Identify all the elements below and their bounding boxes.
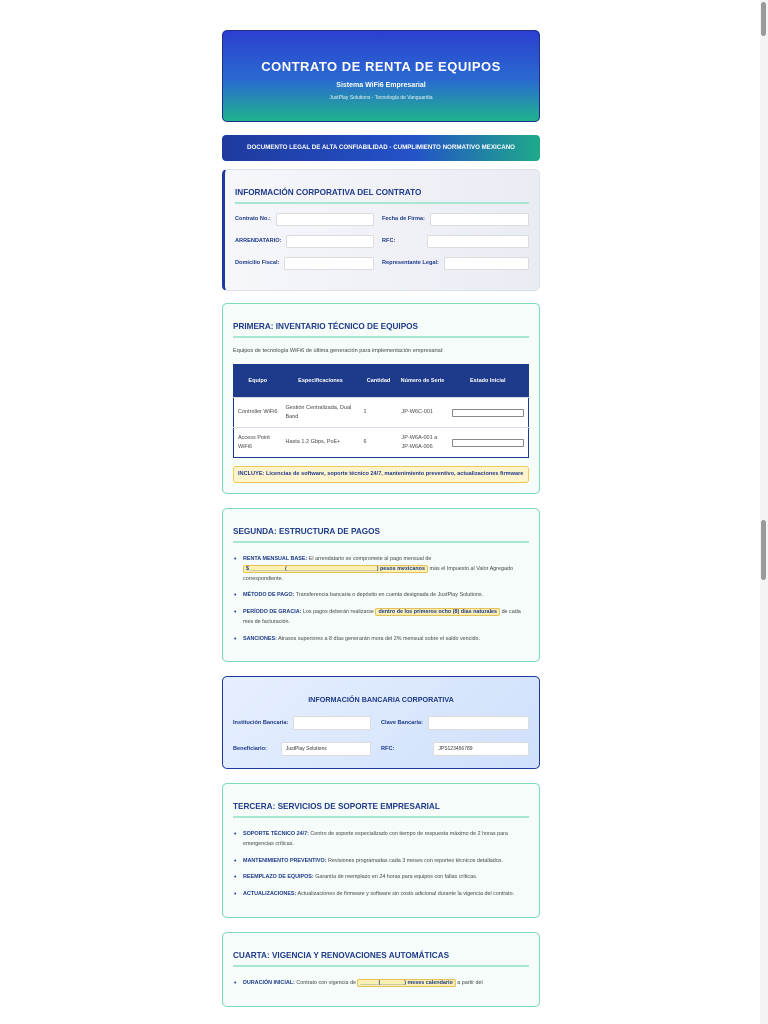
bank-rfc-input[interactable]: JPS123456789 [433, 742, 529, 756]
corporate-row [235, 234, 529, 248]
tercera-title: TERCERA: SERVICIOS DE SOPORTE EMPRESARIAL [233, 802, 529, 818]
item-text: más el Impuesto al Valor Agregado correspondiente. [243, 565, 513, 582]
cell-equipo: Access Point WiFi6 [234, 428, 282, 458]
estado-inicial-input[interactable] [452, 409, 525, 417]
item-text: Atrasos superiores a 8 días generarán mora del 2% mensual sobre el saldo vencido. [278, 635, 481, 642]
column-header: Especificaciones [282, 365, 360, 398]
fiscal-address-field [235, 257, 382, 270]
scrollbar[interactable] [760, 0, 768, 1024]
field-label: Institución Bancaria: [233, 720, 289, 727]
item-text: Actualizaciones de firmware y software sin costo adicional durante la vigencia del contrato. [297, 891, 515, 898]
item-label: DURACIÓN INICIAL: [243, 979, 295, 986]
equipment-table [233, 364, 529, 458]
column-header: Cantidad [360, 365, 398, 398]
field-label: RFC: [382, 238, 396, 244]
corporate-info-title: INFORMACIÓN CORPORATIVA DEL CONTRATO [235, 188, 529, 204]
segunda-title: SEGUNDA: ESTRUCTURA DE PAGOS [233, 527, 529, 543]
list-item [233, 635, 529, 645]
item-label: SOPORTE TÉCNICO 24/7: [243, 831, 309, 838]
item-text: a partir del [457, 979, 483, 986]
bank-institution-field [233, 716, 381, 730]
corporate-row [235, 212, 529, 226]
support-list [233, 830, 529, 900]
legal-banner: DOCUMENTO LEGAL DE ALTA CONFIABILIDAD - CUMPLIMIENTO NORMATIVO MEXICANO [222, 135, 540, 161]
item-text: Centro de soporte especializado con tiempo de respuesta máximo de 2 horas para emergencias críticas. [243, 831, 508, 847]
item-label: REEMPLAZO DE EQUIPOS: [243, 874, 314, 881]
contract-header [222, 30, 540, 122]
bank-key-field [381, 716, 529, 730]
item-text: Los pagos deberán realizarse [302, 609, 374, 616]
estado-inicial-input[interactable] [452, 439, 525, 447]
field-label: RFC: [381, 746, 395, 753]
field-label: ARRENDATARIO: [235, 238, 282, 244]
cell-specs: Gestión Centralizada, Dual Band [282, 398, 360, 428]
signature-date-input[interactable] [430, 213, 529, 226]
beneficiary-field [233, 742, 381, 756]
highlight: dentro de los primeros ocho (8) días naturales [375, 608, 500, 616]
rfc-input[interactable] [427, 235, 529, 248]
list-item [233, 890, 529, 900]
column-header: Número de Serie [398, 365, 448, 398]
highlight: $____________(______________________________) pesos mexicanos [243, 565, 428, 573]
corporate-info-section [222, 169, 540, 291]
table-row [234, 398, 529, 428]
bank-row [233, 742, 529, 756]
list-item [233, 555, 529, 584]
contract-document [222, 30, 540, 1007]
corporate-row [235, 256, 529, 270]
segunda-section [222, 508, 540, 662]
item-text: Garantía de reemplazo en 24 horas para equipos con fallas críticas. [315, 874, 478, 881]
contract-subtitle: Sistema WiFi6 Empresarial [336, 82, 426, 89]
bank-info-section [222, 676, 540, 769]
beneficiary-input[interactable]: JustPlay Solutions [281, 742, 371, 756]
contract-title: CONTRATO DE RENTA DE EQUIPOS [261, 59, 501, 74]
lessee-field [235, 235, 382, 248]
primera-section [222, 303, 540, 494]
bank-info-title: INFORMACIÓN BANCARIA CORPORATIVA [308, 695, 454, 705]
list-item [233, 873, 529, 883]
field-label: Representante Legal: [382, 260, 439, 266]
includes-note: INCLUYE: Licencias de software, soporte técnico 24/7, mantenimiento preventivo, actualizaciones firmware [233, 466, 529, 483]
bank-rfc-field [381, 742, 529, 756]
list-item [233, 591, 529, 601]
primera-intro: Equipos de tecnología WiFi6 de última generación para implementación empresarial: [233, 348, 444, 354]
highlight: ______(________) meses calendario [357, 979, 455, 987]
item-label: RENTA MENSUAL BASE: [243, 556, 308, 563]
field-label: Fecha de Firma: [382, 216, 425, 222]
table-row [234, 428, 529, 458]
scrollbar-thumb-secondary[interactable] [761, 520, 766, 580]
item-label: PERÍODO DE GRACIA: [243, 609, 302, 616]
list-item [233, 857, 529, 867]
cuarta-title: CUARTA: VIGENCIA Y RENOVACIONES AUTOMÁTICAS [233, 951, 529, 967]
scrollbar-thumb[interactable] [761, 2, 766, 36]
lessee-input[interactable] [286, 235, 374, 248]
contract-number-field [235, 213, 382, 226]
cuarta-section [222, 932, 540, 1007]
item-label: ACTUALIZACIONES: [243, 891, 297, 898]
list-item [233, 830, 529, 849]
bank-row [233, 716, 529, 730]
cell-cantidad: 6 [360, 428, 398, 458]
signature-date-field [382, 213, 529, 226]
item-text: Transferencia bancaria o depósito en cuenta designada de JustPlay Solutions. [295, 592, 484, 599]
contract-tagline: JustPlay Solutions - Tecnología de Vanguardia [329, 95, 433, 101]
cell-estado [448, 398, 529, 428]
item-text: de cada mes de facturación. [243, 609, 521, 625]
field-label: Domicilio Fiscal: [235, 260, 280, 266]
field-label: Clave Bancaria: [381, 720, 423, 727]
item-text: Contrato con vigencia de [296, 979, 356, 986]
fiscal-address-input[interactable] [284, 257, 374, 270]
legal-rep-input[interactable] [444, 257, 529, 270]
bank-key-input[interactable] [428, 716, 529, 730]
column-header: Estado Inicial [448, 365, 529, 398]
item-text: Revisiones programadas cada 3 meses con reportes técnicos detallados. [327, 857, 503, 864]
column-header: Equipo [234, 365, 282, 398]
cell-serie: JP-W6C-001 [398, 398, 448, 428]
payment-list [233, 555, 529, 644]
term-list [233, 979, 529, 989]
cell-estado [448, 428, 529, 458]
item-label: MÉTODO DE PAGO: [243, 592, 295, 599]
primera-title: PRIMERA: INVENTARIO TÉCNICO DE EQUIPOS [233, 322, 529, 338]
cell-specs: Hasta 1.2 Gbps, PoE+ [282, 428, 360, 458]
cell-cantidad: 1 [360, 398, 398, 428]
contract-number-input[interactable] [276, 213, 374, 226]
table-header-row [234, 365, 529, 398]
field-label: Beneficiario: [233, 746, 267, 753]
cell-serie: JP-W6A-001 a JP-W6A-006 [398, 428, 448, 458]
bank-institution-input[interactable] [293, 716, 371, 730]
item-label: MANTENIMIENTO PREVENTIVO: [243, 857, 327, 864]
item-text: El arrendatario se compromete al pago mensual de [308, 556, 432, 563]
tercera-section [222, 783, 540, 918]
list-item [233, 979, 529, 989]
field-label: Contrato No.: [235, 216, 271, 222]
legal-rep-field [382, 257, 529, 270]
cell-equipo: Controller WiFi6 [234, 398, 282, 428]
rfc-field [382, 235, 529, 248]
item-label: SANCIONES: [243, 635, 277, 642]
list-item [233, 608, 529, 627]
